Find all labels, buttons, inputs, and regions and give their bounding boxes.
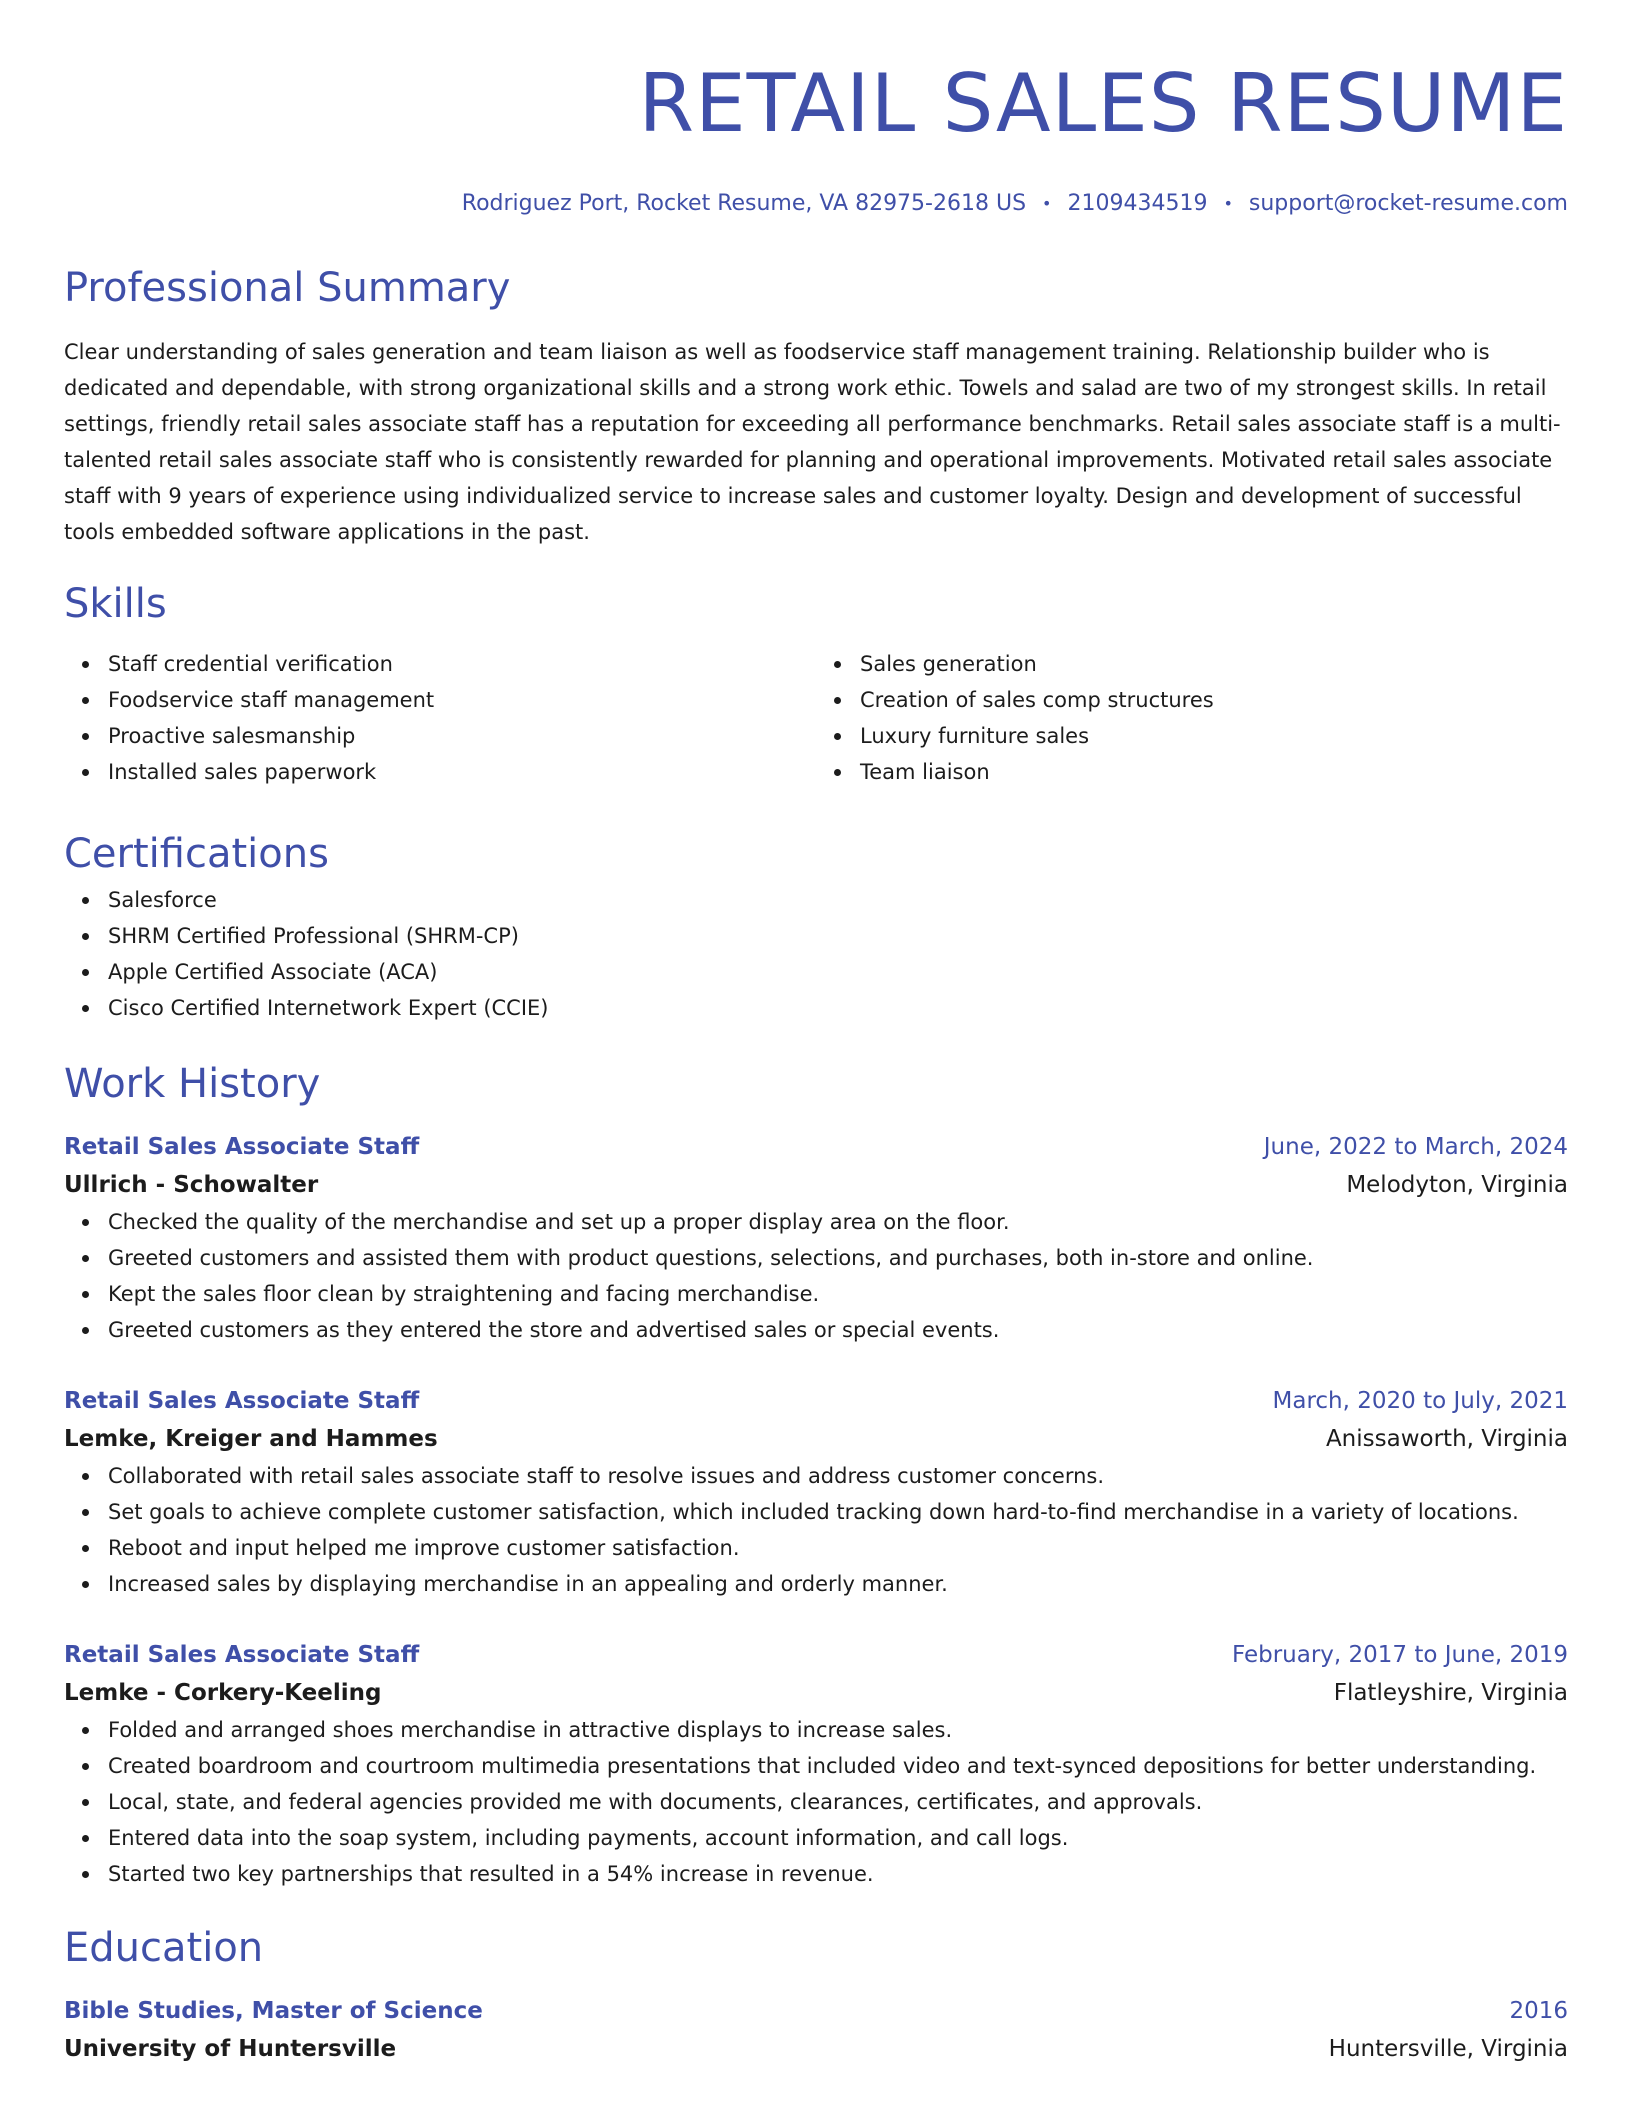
- contact-email: support@rocket-resume.com: [1248, 191, 1568, 216]
- skills-list-left: [64, 646, 816, 790]
- skill-item: Team liaison: [816, 754, 1568, 790]
- resume-header: [64, 0, 1568, 220]
- education-header-row: [64, 1992, 1568, 2030]
- education-year: 2016: [1509, 1998, 1568, 2024]
- job-duty: Entered data into the soap system, including payments, account information, and call logs.: [64, 1820, 1568, 1856]
- contact-separator: •: [1223, 194, 1233, 213]
- skill-item: Creation of sales comp structures: [816, 682, 1568, 718]
- job-location: Flatleyshire, Virginia: [1333, 1680, 1568, 1706]
- job-duty: Kept the sales floor clean by straightening and facing merchandise.: [64, 1276, 1568, 1312]
- job-header-row: [64, 1636, 1568, 1674]
- job-duties-list: [64, 1712, 1568, 1892]
- contact-separator: •: [1042, 194, 1052, 213]
- job-company: Lemke, Kreiger and Hammes: [64, 1426, 438, 1452]
- skill-item: Sales generation: [816, 646, 1568, 682]
- job-duty: Collaborated with retail sales associate staff to resolve issues and address customer concerns.: [64, 1458, 1568, 1494]
- job-duty: Created boardroom and courtroom multimedia presentations that included video and text-synced depositions for better understanding.: [64, 1748, 1568, 1784]
- job-duty: Greeted customers as they entered the store and advertised sales or special events.: [64, 1312, 1568, 1348]
- job-title: Retail Sales Associate Staff: [64, 1134, 420, 1160]
- job-entry: [64, 1128, 1568, 1348]
- education-heading: Education: [64, 1925, 264, 1971]
- job-header-row: [64, 1128, 1568, 1166]
- skills-column-left: [64, 646, 816, 790]
- job-duties-list: [64, 1458, 1568, 1602]
- job-entry: [64, 1382, 1568, 1602]
- job-company: Lemke - Corkery-Keeling: [64, 1680, 382, 1706]
- job-duty: Started two key partnerships that resulted in a 54% increase in revenue.: [64, 1856, 1568, 1892]
- job-header-row: [64, 1382, 1568, 1420]
- skills-heading: Skills: [64, 581, 167, 627]
- job-company-row: [64, 1166, 1568, 1204]
- certifications-heading: Certifications: [64, 831, 329, 877]
- resume-name: RETAIL SALES RESUME: [638, 57, 1568, 150]
- job-location: Anissaworth, Virginia: [1325, 1426, 1568, 1452]
- job-dates: February, 2017 to June, 2019: [1231, 1642, 1568, 1668]
- skills-column-right: [816, 646, 1568, 790]
- job-company-row: [64, 1420, 1568, 1458]
- certification-item: Salesforce: [64, 882, 1568, 918]
- work-history-heading: Work History: [64, 1061, 321, 1107]
- job-company: Ullrich - Schowalter: [64, 1172, 319, 1198]
- job-company-row: [64, 1674, 1568, 1712]
- job-duty: Local, state, and federal agencies provided me with documents, clearances, certificates, and approvals.: [64, 1784, 1568, 1820]
- summary-heading: Professional Summary: [64, 265, 511, 311]
- skill-item: Staff credential verification: [64, 646, 816, 682]
- education-location: Huntersville, Virginia: [1328, 2036, 1568, 2062]
- education-school: University of Huntersville: [64, 2036, 397, 2062]
- job-duty: Reboot and input helped me improve customer satisfaction.: [64, 1530, 1568, 1566]
- education-entry: [64, 1992, 1568, 2068]
- certifications-list: [64, 882, 1568, 1026]
- certification-item: Cisco Certified Internetwork Expert (CCIE): [64, 990, 1568, 1026]
- job-duty: Greeted customers and assisted them with product questions, selections, and purchases, both in-store and online.: [64, 1240, 1568, 1276]
- job-title: Retail Sales Associate Staff: [64, 1642, 420, 1668]
- job-title: Retail Sales Associate Staff: [64, 1388, 420, 1414]
- certification-item: Apple Certified Associate (ACA): [64, 954, 1568, 990]
- job-duty: Folded and arranged shoes merchandise in attractive displays to increase sales.: [64, 1712, 1568, 1748]
- education-school-row: [64, 2030, 1568, 2068]
- skill-item: Installed sales paperwork: [64, 754, 816, 790]
- contact-phone: 2109434519: [1067, 191, 1208, 216]
- job-dates: March, 2020 to July, 2021: [1272, 1388, 1568, 1414]
- contact-address: Rodriguez Port, Rocket Resume, VA 82975-2618 US: [461, 191, 1027, 216]
- skill-item: Foodservice staff management: [64, 682, 816, 718]
- contact-line: [64, 188, 1568, 220]
- job-entry: [64, 1636, 1568, 1892]
- job-duty: Increased sales by displaying merchandise in an appealing and orderly manner.: [64, 1566, 1568, 1602]
- skills-list-right: [816, 646, 1568, 790]
- job-duties-list: [64, 1204, 1568, 1348]
- job-dates: June, 2022 to March, 2024: [1263, 1134, 1568, 1160]
- job-location: Melodyton, Virginia: [1346, 1172, 1568, 1198]
- job-duty: Checked the quality of the merchandise and set up a proper display area on the floor.: [64, 1204, 1568, 1240]
- skills-columns: [64, 646, 1568, 790]
- skill-item: Proactive salesmanship: [64, 718, 816, 754]
- skill-item: Luxury furniture sales: [816, 718, 1568, 754]
- summary-text: Clear understanding of sales generation and team liaison as well as foodservice staff management training. Relationship builder who is dedicated and dependable, with strong organizational skills and a strong work ethic. Towels and salad are two of my strongest skills. In retail settings, friendly retail sales associate staff has a reputation for exceeding all performance benchmarks. Retail sales associate staff is a multi-talented retail sales associate staff who is consistently rewarded for planning and operational improvements. Motivated retail sales associate staff with 9 years of experience using individualized service to increase sales and customer loyalty. Design and development of successful tools embedded software applications in the past.: [64, 340, 1561, 544]
- education-degree: Bible Studies, Master of Science: [64, 1998, 483, 2024]
- certification-item: SHRM Certified Professional (SHRM-CP): [64, 918, 1568, 954]
- job-duty: Set goals to achieve complete customer satisfaction, which included tracking down hard-to-find merchandise in a variety of locations.: [64, 1494, 1568, 1530]
